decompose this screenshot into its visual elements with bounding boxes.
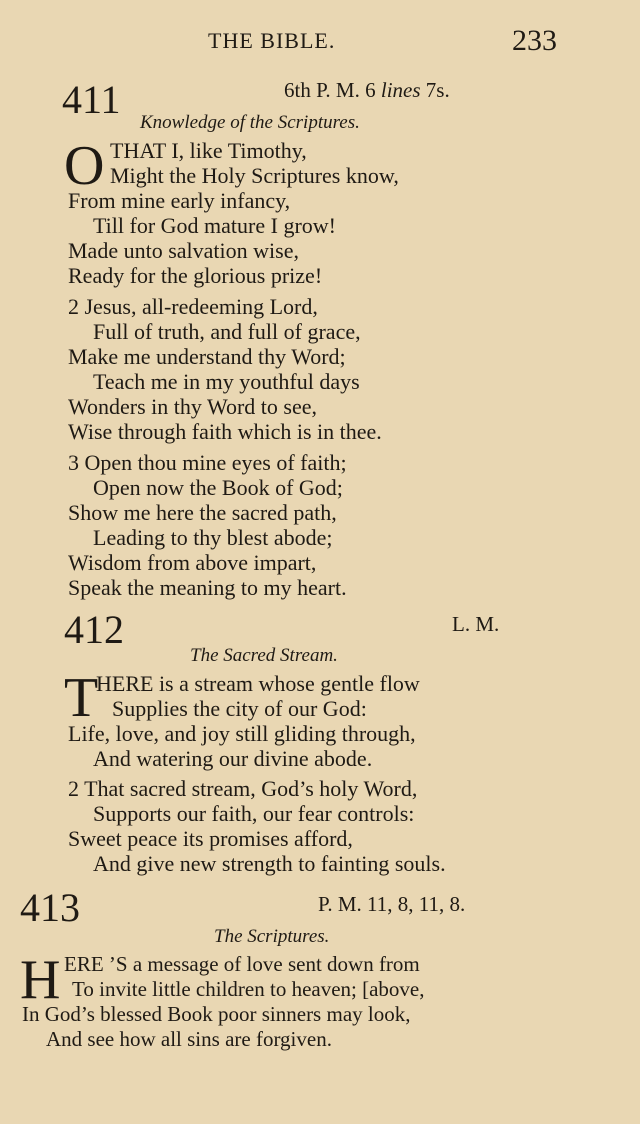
verse-line: Wisdom from above impart, — [68, 550, 317, 575]
verse-line: Wonders in thy Word to see, — [68, 394, 318, 419]
drop-cap: H — [20, 949, 61, 1011]
verse-line: THAT I, like Timothy, — [110, 138, 307, 163]
verse-line: Show me here the sacred path, — [68, 500, 337, 525]
verse-line: Till for God mature I grow! — [93, 213, 336, 238]
verse-line: Supplies the city of our God: — [112, 696, 367, 721]
hymn-number: 411 — [62, 77, 121, 122]
verse-line: And watering our divine abode. — [93, 746, 373, 771]
hymn-meter: L. M. — [452, 612, 500, 636]
running-head — [0, 24, 640, 58]
hymn-number: 412 — [64, 607, 124, 652]
drop-cap: T — [64, 667, 99, 729]
verse-line: And give new strength to fainting souls. — [93, 851, 446, 876]
verse-line: HERE is a stream whose gentle flow — [96, 671, 420, 696]
verse-line: Full of truth, and full of grace, — [93, 319, 361, 344]
drop-cap: O — [64, 135, 105, 197]
verse-line: To invite little children to heaven; [above, — [72, 977, 425, 1001]
verse-line: Might the Holy Scriptures know, — [110, 163, 399, 188]
verse-line: 2 That sacred stream, God’s holy Word, — [68, 776, 418, 801]
verse-line: Open now the Book of God; — [93, 475, 343, 500]
verse-line: Make me understand thy Word; — [68, 344, 346, 369]
verse-line: 3 Open thou mine eyes of faith; — [68, 450, 347, 475]
verse-line: And see how all sins are forgiven. — [46, 1027, 332, 1051]
verse-line: Sweet peace its promises afford, — [68, 826, 353, 851]
verse-line: 2 Jesus, all-redeeming Lord, — [68, 294, 318, 319]
verse-line: Made unto salvation wise, — [68, 238, 299, 263]
verse-line: Leading to thy blest abode; — [93, 525, 333, 550]
hymn-meter: 6th P. M. 6 lines 7s. — [284, 78, 450, 102]
verse-line: Speak the meaning to my heart. — [68, 575, 347, 600]
hymn-number: 413 — [20, 885, 80, 930]
verse-line: Supports our faith, our fear controls: — [93, 801, 415, 826]
verse-line: In God’s blessed Book poor sinners may look, — [22, 1002, 411, 1026]
verse-line: Life, love, and joy still gliding through, — [68, 721, 416, 746]
hymn-subtitle: Knowledge of the Scriptures. — [140, 112, 360, 133]
hymn-meter: P. M. 11, 8, 11, 8. — [318, 892, 466, 916]
verse-line: Wise through faith which is in thee. — [68, 419, 382, 444]
verse-line: Teach me in my youthful days — [93, 369, 360, 394]
running-title: THE BIBLE. — [208, 28, 336, 53]
hymn-subtitle: The Scriptures. — [214, 926, 330, 947]
verse-line: ERE ’S a message of love sent down from — [64, 952, 420, 976]
verse-line: Ready for the glorious prize! — [68, 263, 323, 288]
hymn-subtitle: The Sacred Stream. — [190, 645, 338, 666]
verse-line: From mine early infancy, — [68, 188, 291, 213]
page-number: 233 — [512, 24, 557, 57]
